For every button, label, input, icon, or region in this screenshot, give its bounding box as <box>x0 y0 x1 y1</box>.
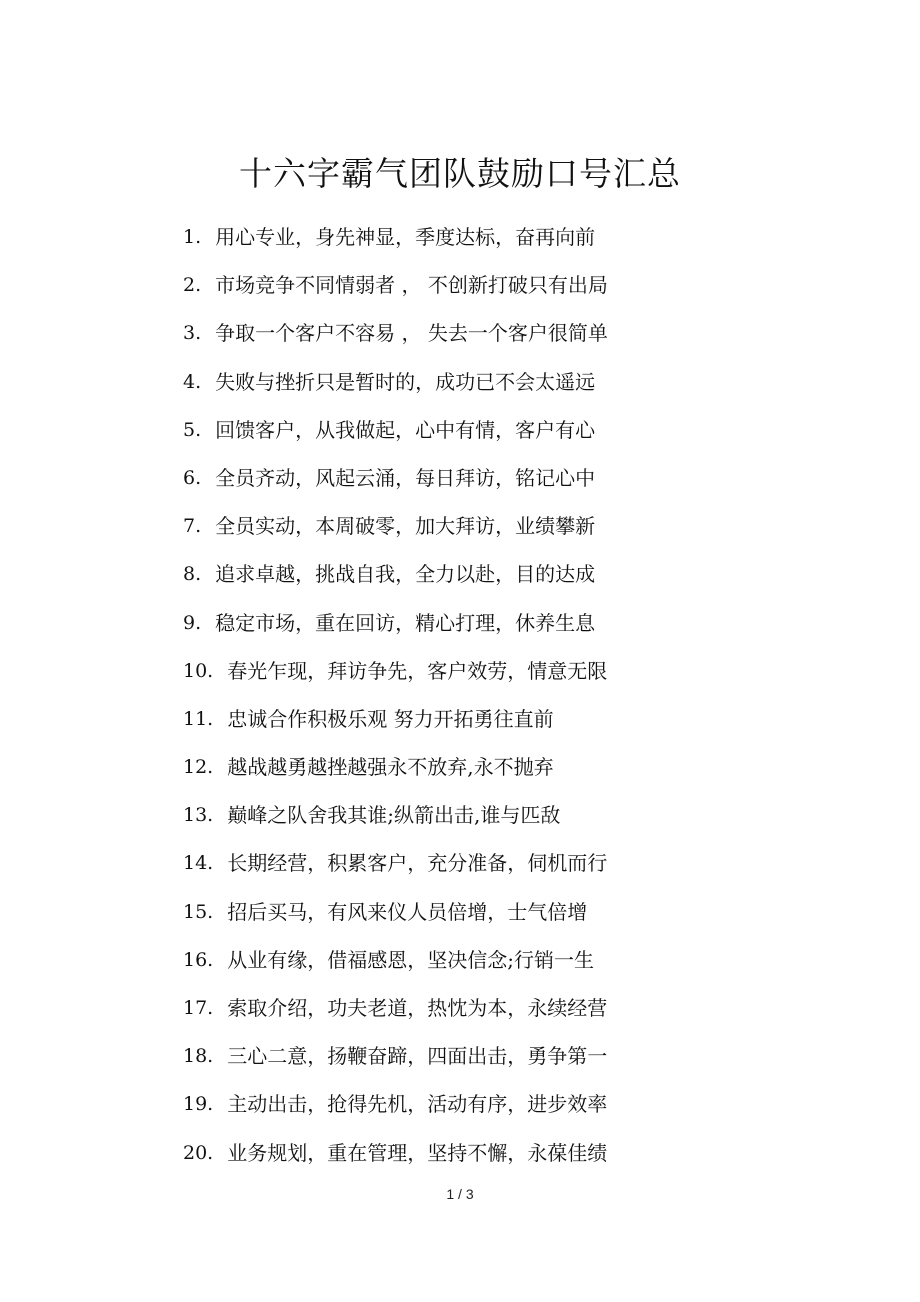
item-number: 7. <box>183 515 202 538</box>
slogan-list <box>183 216 608 1180</box>
item-text: 索取介绍，功夫老道，热忱为本，永续经营 <box>227 996 608 1020</box>
item-text: 越战越勇越挫越强永不放弃,永不抛弃 <box>227 755 554 780</box>
item-text: 招后买马，有风来仪人员倍增，士气倍增 <box>227 899 588 924</box>
item-text: 用心专业，身先神显，季度达标，奋再向前 <box>215 225 596 249</box>
item-text: 全员齐动，风起云涌，每日拜访，铭记心中 <box>215 465 596 490</box>
list-item <box>183 505 608 553</box>
list-item <box>183 312 608 360</box>
item-number: 4. <box>183 370 202 393</box>
item-text: 回馈客户，从我做起，心中有情，客户有心 <box>215 417 596 442</box>
item-text: 追求卓越，挑战自我，全力以赴，目的达成 <box>215 562 596 587</box>
list-item <box>183 1083 608 1131</box>
item-number: 18. <box>183 1045 214 1068</box>
item-text: 业务规划，重在管理，坚持不懈，永葆佳绩 <box>227 1140 608 1165</box>
list-item <box>183 457 608 505</box>
item-text: 从业有缘，借福感恩，坚决信念;行销一生 <box>227 947 594 972</box>
list-item <box>183 650 608 698</box>
item-number: 15. <box>183 900 214 923</box>
item-number: 20. <box>183 1141 214 1164</box>
item-number: 11. <box>183 707 214 730</box>
list-item <box>183 216 608 264</box>
list-item <box>183 409 608 457</box>
item-text: 市场竞争不同情弱者 ， 不创新打破只有出局 <box>215 273 608 298</box>
list-item <box>183 987 608 1035</box>
document-title: 十六字霸气团队鼓励口号汇总 <box>239 154 681 193</box>
list-item <box>183 842 608 890</box>
item-text: 争取一个客户不容易 ， 失去一个客户很简单 <box>215 321 608 346</box>
item-text: 春光乍现，拜访争先，客户效劳，情意无限 <box>227 658 608 683</box>
list-item <box>183 891 608 939</box>
list-item <box>183 553 608 601</box>
item-text: 巅峰之队舍我其谁;纵箭出击,谁与匹敌 <box>227 803 561 828</box>
list-item <box>183 939 608 987</box>
item-text: 稳定市场，重在回访，精心打理，休养生息 <box>215 610 596 635</box>
item-number: 5. <box>183 418 202 441</box>
item-number: 1. <box>183 226 202 248</box>
item-number: 2. <box>183 274 202 297</box>
item-number: 17. <box>183 997 214 1019</box>
list-item <box>183 746 608 794</box>
list-item <box>183 794 608 842</box>
item-text: 失败与挫折只是暂时的，成功已不会太遥远 <box>215 369 596 394</box>
item-number: 14. <box>183 852 214 875</box>
item-number: 9. <box>183 611 202 634</box>
item-number: 13. <box>183 804 214 827</box>
item-number: 10. <box>183 659 214 682</box>
item-number: 19. <box>183 1093 214 1116</box>
item-text: 主动出击，抢得先机，活动有序，进步效率 <box>227 1092 608 1117</box>
item-number: 6. <box>183 466 202 489</box>
list-item <box>183 1132 608 1180</box>
item-text: 长期经营，积累客户，充分准备，伺机而行 <box>227 851 608 876</box>
list-item <box>183 1035 608 1083</box>
list-item <box>183 264 608 312</box>
page-number: 1 / 3 <box>446 1186 474 1202</box>
item-text: 全员实动，本周破零，加大拜访，业绩攀新 <box>215 514 596 539</box>
item-text: 三心二意，扬鞭奋蹄，四面出击，勇争第一 <box>227 1044 608 1069</box>
list-item <box>183 698 608 746</box>
item-text: 忠诚合作积极乐观 努力开拓勇往直前 <box>227 706 554 731</box>
item-number: 16. <box>183 948 214 971</box>
item-number: 8. <box>183 563 202 586</box>
item-number: 12. <box>183 756 214 779</box>
list-item <box>183 602 608 650</box>
item-number: 3. <box>183 322 202 345</box>
list-item <box>183 361 608 409</box>
